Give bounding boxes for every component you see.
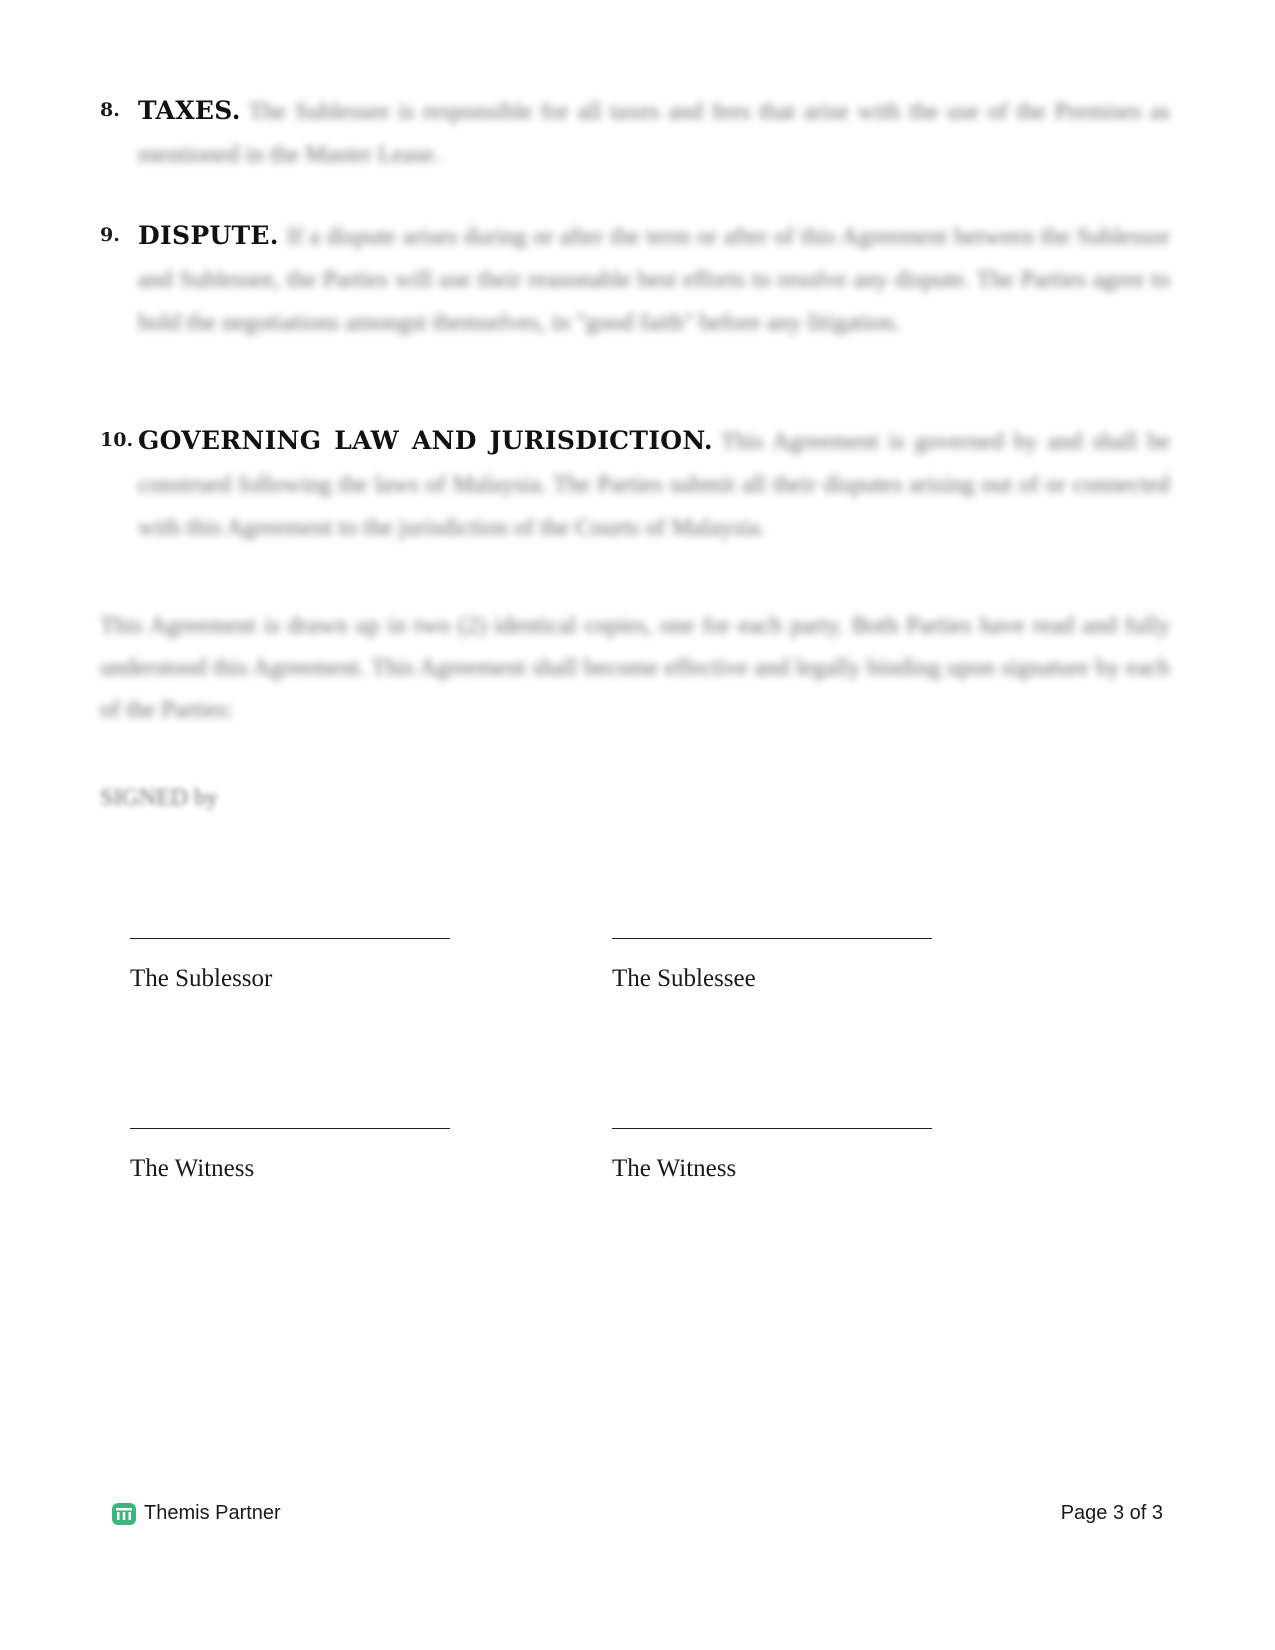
signature-label: The Witness (130, 1155, 255, 1182)
clause-governing-law (100, 420, 1170, 550)
signature-label: The Sublessor (130, 965, 273, 992)
signature-label: The Witness (612, 1155, 737, 1182)
clause-title: DISPUTE. (138, 221, 279, 250)
brand-name: Themis Partner (144, 1502, 281, 1524)
signature-label: The Sublessee (612, 965, 756, 992)
clause-text: If a dispute arises during or after the term or after of this Agreement between the Sublessor and Sublessee, the Parties will use their reasonable best efforts to resolve any dispute. The Parties agree to hold the negotiations amongst themselves, in "good faith" before any litigation. (138, 224, 1170, 336)
clause-title: TAXES. (138, 96, 241, 125)
signed-by-label: SIGNED by (100, 785, 218, 811)
clause-number: 10. (100, 429, 134, 451)
clause-title: GOVERNING LAW AND JURISDICTION. (138, 426, 713, 455)
themis-logo-icon (112, 1503, 136, 1525)
signature-line (612, 938, 932, 939)
signature-block-sublessor (130, 938, 460, 993)
signature-block-witness-right (612, 1128, 942, 1183)
clause-number: 9. (100, 224, 120, 246)
footer-brand (112, 1502, 281, 1525)
page-number: Page 3 of 3 (1060, 1502, 1163, 1524)
signature-block-sublessee (612, 938, 942, 993)
clause-number: 8. (100, 99, 120, 121)
clause-text: This Agreement is governed by and shall be construed following the laws of Malaysia. The Parties submit all their disputes arising out of or connected with this Agreement to the jurisdiction of the Courts of Malaysia. (138, 429, 1170, 541)
clause-text: The Sublessee is responsible for all taxes and fees that arise with the use of the Premises as mentioned in the Master Lease. (138, 99, 1170, 168)
signature-line (130, 1128, 450, 1129)
clause-taxes (100, 90, 1170, 177)
page-footer (112, 1502, 1163, 1532)
signature-block-witness-left (130, 1128, 460, 1183)
clause-dispute (100, 215, 1170, 345)
closing-paragraph: This Agreement is drawn up in two (2) identical copies, one for each party. Both Parties have read and fully understood this Agreement. This Agreement shall become effective and legally binding upon signature by each of the Parties: (100, 613, 1170, 723)
signature-line (612, 1128, 932, 1129)
signature-line (130, 938, 450, 939)
